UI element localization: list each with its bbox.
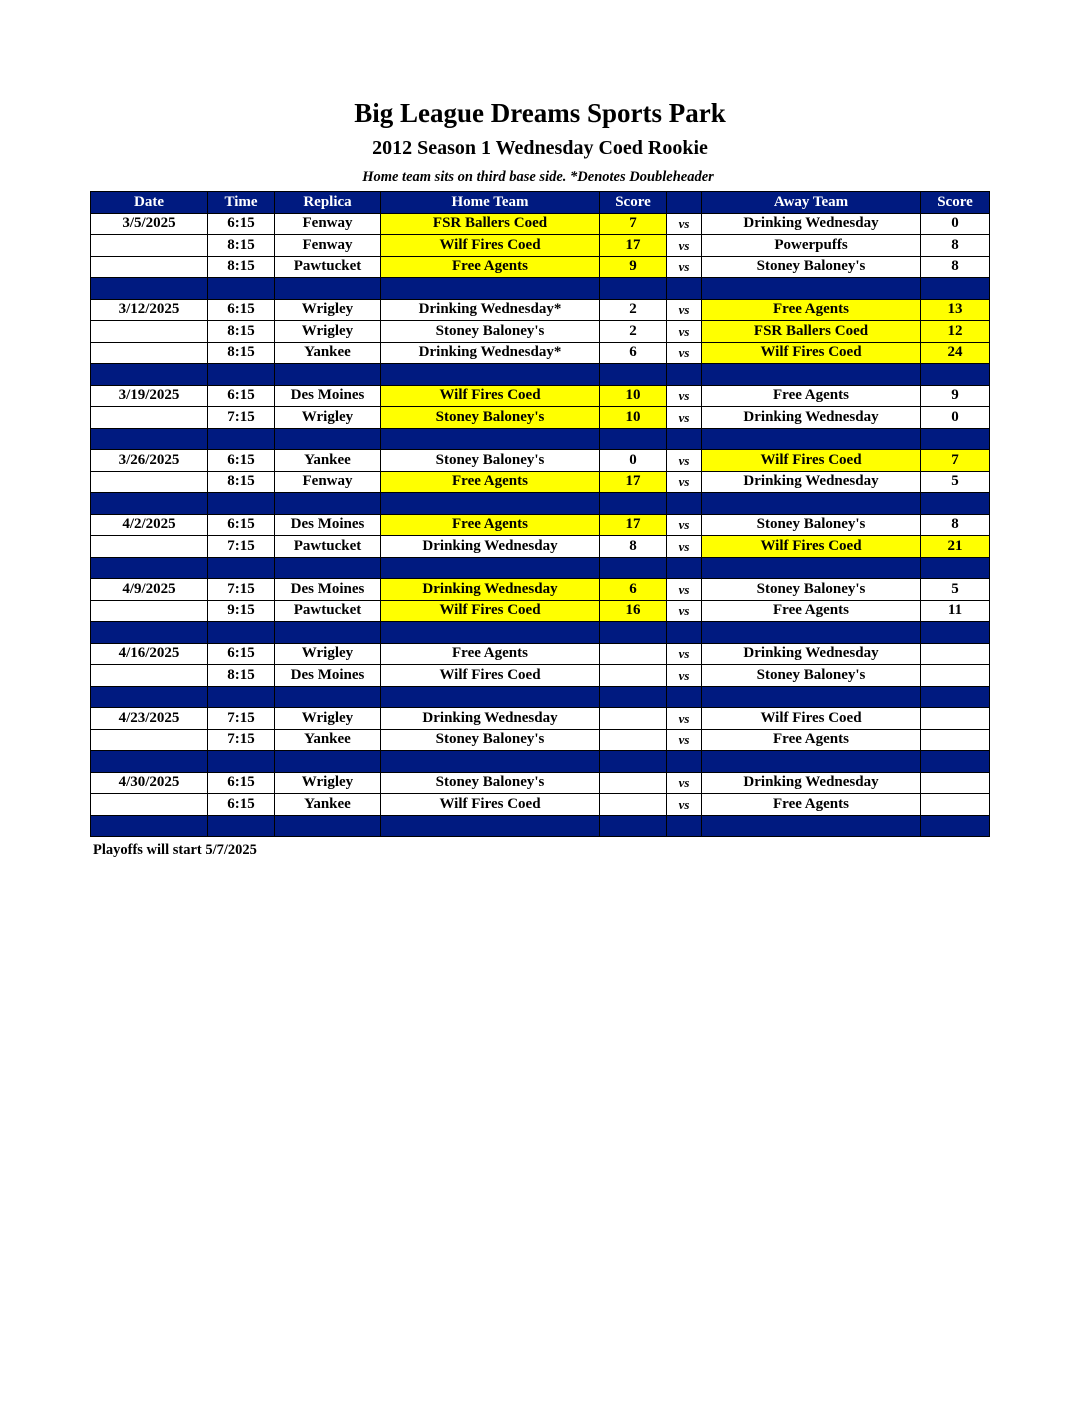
away-score: 0 [921,213,990,235]
vs-label: vs [667,342,702,364]
home-team: Free Agents [381,643,600,665]
away-team: Wilf Fires Coed [702,450,921,472]
game-replica: Des Moines [275,665,381,687]
game-time: 6:15 [208,385,275,407]
home-team: Wilf Fires Coed [381,600,600,622]
game-date [91,665,208,687]
game-replica: Des Moines [275,514,381,536]
away-team: Drinking Wednesday [702,643,921,665]
game-time: 7:15 [208,579,275,601]
away-team: Wilf Fires Coed [702,342,921,364]
separator-cell [702,557,921,579]
game-row [91,213,990,235]
away-score [921,708,990,730]
away-score: 7 [921,450,990,472]
game-date [91,794,208,816]
separator-cell [921,815,990,837]
separator-cell [381,622,600,644]
home-score: 2 [600,299,667,321]
game-date: 4/23/2025 [91,708,208,730]
vs-label: vs [667,536,702,558]
game-row [91,299,990,321]
vs-label: vs [667,643,702,665]
separator-cell [275,686,381,708]
game-row [91,665,990,687]
game-replica: Fenway [275,471,381,493]
home-score [600,643,667,665]
away-score: 11 [921,600,990,622]
separator-cell [921,751,990,773]
separator-cell [91,364,208,386]
home-score: 9 [600,256,667,278]
week-separator-row [91,815,990,837]
separator-cell [921,686,990,708]
game-row [91,471,990,493]
separator-cell [600,815,667,837]
game-date [91,536,208,558]
game-replica: Wrigley [275,708,381,730]
vs-label: vs [667,794,702,816]
away-team: Stoney Baloney's [702,256,921,278]
home-score [600,708,667,730]
away-score [921,772,990,794]
home-team: Drinking Wednesday [381,579,600,601]
separator-cell [667,622,702,644]
game-row [91,772,990,794]
home-team: Stoney Baloney's [381,729,600,751]
home-team: Drinking Wednesday [381,708,600,730]
game-replica: Pawtucket [275,600,381,622]
separator-cell [921,428,990,450]
separator-cell [702,622,921,644]
away-team: Stoney Baloney's [702,514,921,536]
home-team: Stoney Baloney's [381,772,600,794]
separator-cell [208,364,275,386]
away-score: 13 [921,299,990,321]
game-time: 8:15 [208,235,275,257]
game-time: 6:15 [208,643,275,665]
away-team: Wilf Fires Coed [702,708,921,730]
game-replica: Des Moines [275,385,381,407]
away-score: 21 [921,536,990,558]
away-team: Free Agents [702,600,921,622]
home-score [600,665,667,687]
game-row [91,643,990,665]
separator-cell [921,622,990,644]
separator-cell [208,428,275,450]
game-date: 4/9/2025 [91,579,208,601]
vs-label: vs [667,235,702,257]
week-separator-row [91,278,990,300]
home-score: 17 [600,235,667,257]
separator-cell [667,557,702,579]
week-separator-row [91,751,990,773]
home-team: Drinking Wednesday* [381,299,600,321]
separator-cell [91,278,208,300]
separator-cell [91,493,208,515]
away-score [921,643,990,665]
week-separator-row [91,622,990,644]
separator-cell [702,815,921,837]
away-team: Free Agents [702,385,921,407]
game-date: 4/16/2025 [91,643,208,665]
separator-cell [921,278,990,300]
separator-cell [600,751,667,773]
home-score: 16 [600,600,667,622]
game-row [91,729,990,751]
separator-cell [208,686,275,708]
home-team: Wilf Fires Coed [381,665,600,687]
column-header-away-score: Score [921,192,990,214]
schedule-table [90,191,990,837]
game-time: 8:15 [208,342,275,364]
home-score: 17 [600,471,667,493]
game-time: 6:15 [208,213,275,235]
game-replica: Wrigley [275,407,381,429]
away-team: Drinking Wednesday [702,407,921,429]
column-header-home-score: Score [600,192,667,214]
separator-cell [275,364,381,386]
week-separator-row [91,493,990,515]
schedule-note: Home team sits on third base side. *Denotes Doubleheader [362,169,714,185]
separator-cell [600,364,667,386]
column-header-time: Time [208,192,275,214]
home-score: 2 [600,321,667,343]
away-score: 8 [921,256,990,278]
separator-cell [667,751,702,773]
away-score: 9 [921,385,990,407]
game-time: 6:15 [208,299,275,321]
away-team: Stoney Baloney's [702,579,921,601]
separator-cell [91,428,208,450]
game-replica: Wrigley [275,772,381,794]
separator-cell [208,815,275,837]
separator-cell [381,364,600,386]
separator-cell [381,557,600,579]
away-team: Drinking Wednesday [702,213,921,235]
game-time: 8:15 [208,321,275,343]
vs-label: vs [667,772,702,794]
column-header-vs [667,192,702,214]
game-date [91,729,208,751]
home-team: Wilf Fires Coed [381,235,600,257]
away-team: Free Agents [702,729,921,751]
game-replica: Wrigley [275,321,381,343]
separator-cell [208,493,275,515]
game-date [91,600,208,622]
game-row [91,407,990,429]
game-replica: Fenway [275,213,381,235]
game-time: 7:15 [208,708,275,730]
away-score [921,665,990,687]
vs-label: vs [667,665,702,687]
vs-label: vs [667,471,702,493]
separator-cell [921,557,990,579]
separator-cell [91,751,208,773]
game-date: 4/2/2025 [91,514,208,536]
game-row [91,579,990,601]
away-team: Powerpuffs [702,235,921,257]
game-time: 6:15 [208,794,275,816]
game-replica: Yankee [275,794,381,816]
away-score: 0 [921,407,990,429]
separator-cell [600,278,667,300]
separator-cell [667,364,702,386]
game-time: 6:15 [208,450,275,472]
game-date: 3/5/2025 [91,213,208,235]
separator-cell [667,493,702,515]
away-score: 5 [921,471,990,493]
separator-cell [208,278,275,300]
separator-cell [275,622,381,644]
home-score: 6 [600,579,667,601]
game-time: 7:15 [208,729,275,751]
separator-cell [208,751,275,773]
vs-label: vs [667,450,702,472]
home-team: FSR Ballers Coed [381,213,600,235]
game-row [91,536,990,558]
page-title: Big League Dreams Sports Park [354,98,726,128]
game-date [91,342,208,364]
game-date: 3/19/2025 [91,385,208,407]
game-replica: Fenway [275,235,381,257]
vs-label: vs [667,321,702,343]
home-team: Stoney Baloney's [381,450,600,472]
game-row [91,794,990,816]
home-score: 17 [600,514,667,536]
separator-cell [702,428,921,450]
game-date [91,256,208,278]
away-score [921,794,990,816]
home-team: Free Agents [381,471,600,493]
home-score: 7 [600,213,667,235]
separator-cell [381,428,600,450]
away-team: Stoney Baloney's [702,665,921,687]
separator-cell [600,428,667,450]
vs-label: vs [667,256,702,278]
separator-cell [667,686,702,708]
separator-cell [702,686,921,708]
vs-label: vs [667,579,702,601]
away-team: Free Agents [702,794,921,816]
separator-cell [208,622,275,644]
game-replica: Yankee [275,729,381,751]
away-team: FSR Ballers Coed [702,321,921,343]
separator-cell [667,428,702,450]
home-score: 6 [600,342,667,364]
away-team: Free Agents [702,299,921,321]
game-time: 6:15 [208,514,275,536]
separator-cell [702,493,921,515]
home-score: 0 [600,450,667,472]
separator-cell [275,815,381,837]
vs-label: vs [667,407,702,429]
separator-cell [702,364,921,386]
week-separator-row [91,557,990,579]
game-row [91,342,990,364]
week-separator-row [91,364,990,386]
column-header-date: Date [91,192,208,214]
home-team: Wilf Fires Coed [381,385,600,407]
home-team: Drinking Wednesday* [381,342,600,364]
separator-cell [702,278,921,300]
away-score: 8 [921,514,990,536]
game-replica: Yankee [275,450,381,472]
home-team: Free Agents [381,514,600,536]
home-team: Wilf Fires Coed [381,794,600,816]
week-separator-row [91,686,990,708]
separator-cell [91,686,208,708]
vs-label: vs [667,600,702,622]
game-row [91,321,990,343]
separator-cell [381,278,600,300]
table-header-row [91,192,990,214]
game-date [91,407,208,429]
separator-cell [381,815,600,837]
separator-cell [600,557,667,579]
home-score: 8 [600,536,667,558]
game-replica: Wrigley [275,643,381,665]
separator-cell [91,815,208,837]
column-header-away-team: Away Team [702,192,921,214]
away-team: Drinking Wednesday [702,471,921,493]
game-date: 4/30/2025 [91,772,208,794]
away-score [921,729,990,751]
page-subtitle: 2012 Season 1 Wednesday Coed Rookie [372,137,708,159]
home-score [600,729,667,751]
vs-label: vs [667,299,702,321]
away-score: 8 [921,235,990,257]
game-row [91,600,990,622]
game-row [91,235,990,257]
away-score: 24 [921,342,990,364]
game-time: 8:15 [208,665,275,687]
home-team: Stoney Baloney's [381,407,600,429]
separator-cell [275,557,381,579]
separator-cell [275,428,381,450]
game-date: 3/26/2025 [91,450,208,472]
game-time: 7:15 [208,536,275,558]
game-date [91,321,208,343]
vs-label: vs [667,729,702,751]
week-separator-row [91,428,990,450]
away-score: 5 [921,579,990,601]
home-score: 10 [600,385,667,407]
column-header-replica: Replica [275,192,381,214]
vs-label: vs [667,514,702,536]
home-team: Stoney Baloney's [381,321,600,343]
separator-cell [667,815,702,837]
game-row [91,256,990,278]
vs-label: vs [667,213,702,235]
game-row [91,514,990,536]
separator-cell [600,622,667,644]
game-replica: Yankee [275,342,381,364]
game-replica: Pawtucket [275,256,381,278]
game-time: 9:15 [208,600,275,622]
separator-cell [381,751,600,773]
home-score [600,794,667,816]
separator-cell [91,622,208,644]
separator-cell [381,686,600,708]
separator-cell [702,751,921,773]
game-time: 6:15 [208,772,275,794]
game-time: 8:15 [208,256,275,278]
home-score: 10 [600,407,667,429]
game-replica: Des Moines [275,579,381,601]
separator-cell [600,686,667,708]
game-row [91,708,990,730]
separator-cell [208,557,275,579]
game-date [91,235,208,257]
separator-cell [667,278,702,300]
game-date [91,471,208,493]
game-time: 7:15 [208,407,275,429]
column-header-home-team: Home Team [381,192,600,214]
schedule-body [91,213,990,837]
separator-cell [275,493,381,515]
home-team: Free Agents [381,256,600,278]
game-replica: Pawtucket [275,536,381,558]
away-score: 12 [921,321,990,343]
home-score [600,772,667,794]
separator-cell [921,493,990,515]
separator-cell [275,278,381,300]
vs-label: vs [667,708,702,730]
separator-cell [91,557,208,579]
separator-cell [921,364,990,386]
home-team: Drinking Wednesday [381,536,600,558]
vs-label: vs [667,385,702,407]
playoffs-note: Playoffs will start 5/7/2025 [93,842,257,858]
game-row [91,450,990,472]
game-replica: Wrigley [275,299,381,321]
game-time: 8:15 [208,471,275,493]
separator-cell [275,751,381,773]
away-team: Wilf Fires Coed [702,536,921,558]
separator-cell [381,493,600,515]
separator-cell [600,493,667,515]
game-date: 3/12/2025 [91,299,208,321]
away-team: Drinking Wednesday [702,772,921,794]
game-row [91,385,990,407]
